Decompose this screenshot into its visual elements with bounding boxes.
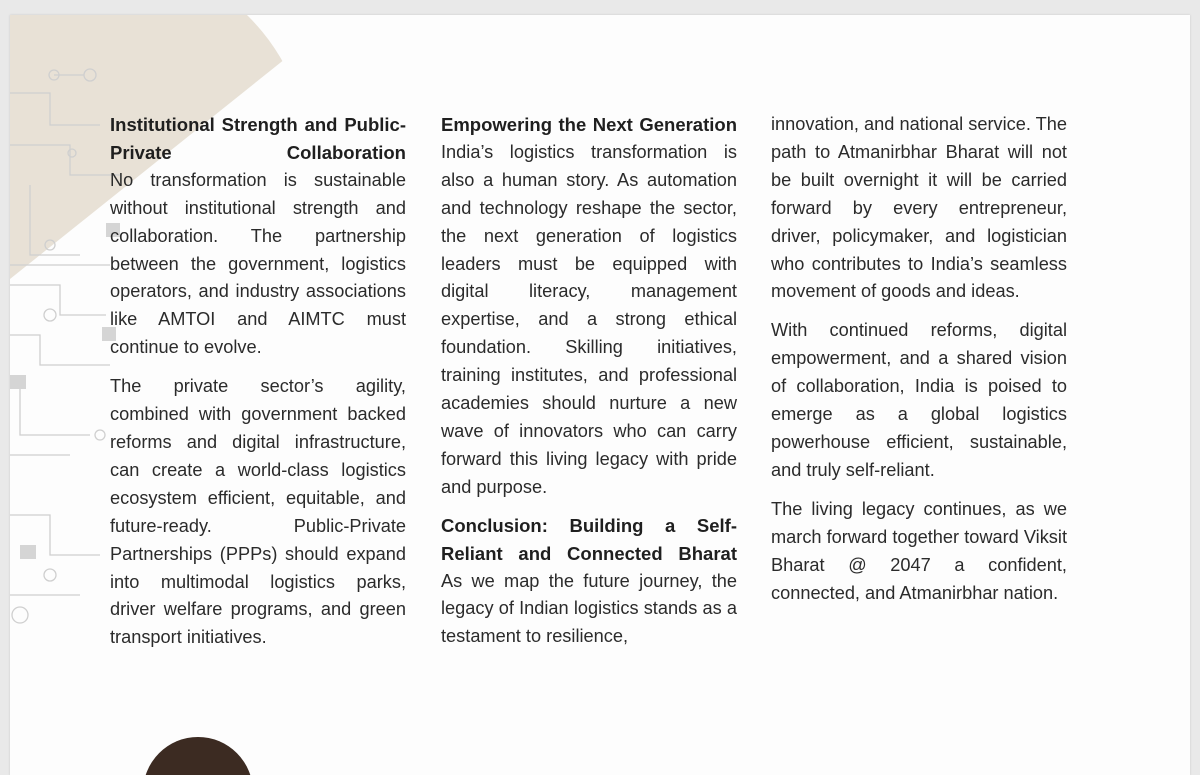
paragraph: No transformation is sustainable without institutional strength and collaboration. The partnership between the government, logistics operators, and industry associations like AMTOI and AIMTC must continue to evolve. — [110, 169, 406, 358]
column-2 — [441, 111, 737, 662]
paragraph: The private sector’s agility, combined with government backed reforms and digital infrastructure, can create a world-class logistics ecosystem efficient, equitable, and future-ready. Public-Private Partnerships (PPPs) should expand into multimodal logistics parks, driver welfare programs, and green transport initiatives. — [110, 376, 406, 648]
column-1 — [110, 111, 406, 663]
paragraph: India’s logistics transformation is also a human story. As automation and technology reshape the sector, the next generation of logistics leaders must be equipped with digital literacy, management expertise, and a strong ethical foundation. Skilling initiatives, training institutes, and professional academies should nurture a new wave of innovators who can carry forward this living legacy with pride and purpose. — [441, 141, 737, 497]
heading-empowering-next-generation: Empowering the Next Generation — [441, 114, 737, 135]
heading-institutional-strength: Institutional Strength and Public-Private Collaboration — [110, 114, 406, 163]
column-3 — [771, 111, 1067, 618]
author-photo — [143, 737, 253, 775]
heading-conclusion: Conclusion: Building a Self-Reliant and Connected Bharat — [441, 514, 737, 564]
paragraph: With continued reforms, digital empowerment, and a shared vision of collaboration, India is poised to emerge as a global logistics powerhouse efficient, sustainable, and truly self-reliant. — [771, 320, 1067, 480]
paragraph: innovation, and national service. The path to Atmanirbhar Bharat will not be built overnight it will be carried forward by every entrepreneur, driver, policymaker, and logistician who contributes to India’s seamless movement of goods and ideas. — [771, 114, 1067, 302]
paragraph: As we map the future journey, the legacy of Indian logistics stands as a testament to resilience, — [441, 570, 737, 647]
paragraph: The living legacy continues, as we march forward together toward Viksit Bharat @ 2047 a confident, connected, and Atmanirbhar nation. — [771, 498, 1067, 603]
